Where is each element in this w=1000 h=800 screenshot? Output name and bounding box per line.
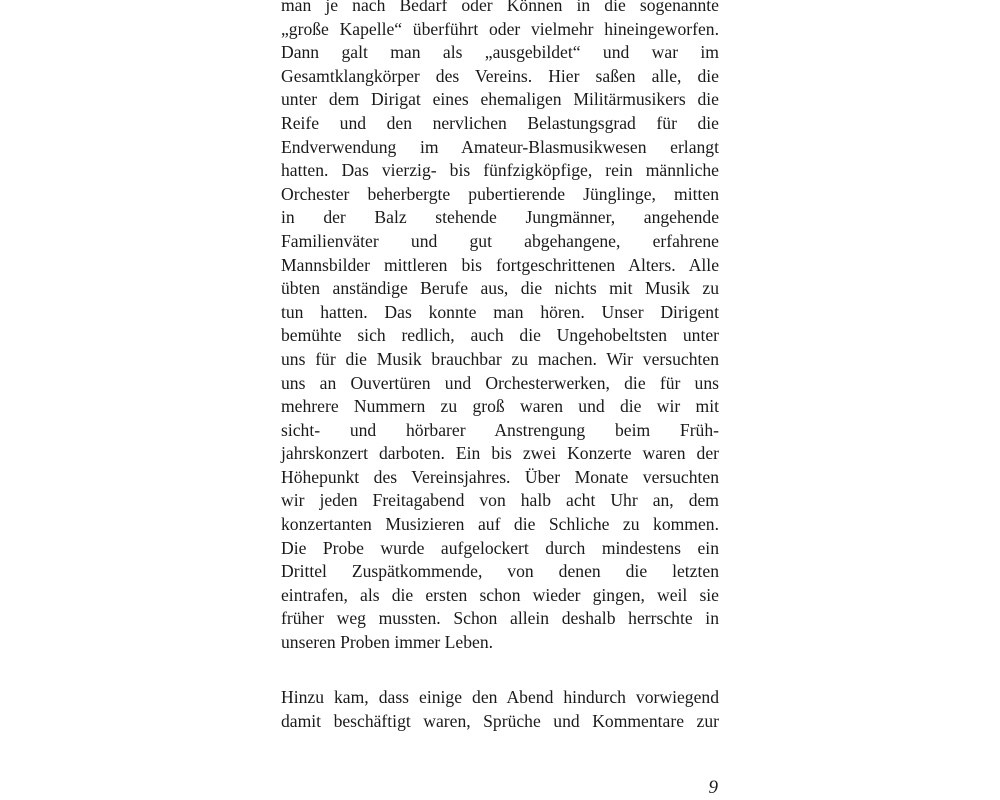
text-line: Mannsbilder mittleren bis fortgeschrittenen Alters. Alle [281,254,719,275]
text-line: uns an Ouvertüren und Orchesterwerken, die für uns [281,372,719,393]
page-number: 9 [708,777,718,798]
text-line: unseren Proben immer Leben. [281,632,494,653]
text-line: Reife und den nervlichen Belastungsgrad für die [281,112,719,133]
text-line: tun hatten. Das konnte man hören. Unser Dirigent [281,301,719,322]
text-line: übten anständige Berufe aus, die nichts mit Musik zu [281,278,719,299]
text-line: konzertanten Musizieren auf die Schliche zu kommen. [281,514,719,535]
text-line: Drittel Zuspätkommende, von denen die letzten [281,561,719,582]
text-line: mehrere Nummern zu groß waren und die wir mit [281,396,719,417]
text-line: jahrskonzert darboten. Ein bis zwei Konzerte waren der [281,443,719,464]
text-line: bemühte sich redlich, auch die Ungehobeltsten unter [281,325,719,346]
text-line: damit beschäftigt waren, Sprüche und Kommentare zur [281,710,719,731]
paragraph-2 [281,686,719,733]
text-line: früher weg mussten. Schon allein deshalb herrschte in [281,608,719,629]
text-line: Endverwendung im Amateur-Blasmusikwesen erlangt [281,136,719,157]
text-line: „große Kapelle“ überführt oder vielmehr hineingeworfen. [281,18,719,39]
text-line: Hinzu kam, dass einige den Abend hindurch vorwiegend [281,687,719,707]
text-line: in der Balz stehende Jungmänner, angehende [281,207,719,228]
text-line: wir jeden Freitagabend von halb acht Uhr an, dem [281,490,719,511]
text-line: man je nach Bedarf oder Können in die sogenannte [281,0,719,15]
text-line: Höhepunkt des Vereinsjahres. Über Monate versuchten [281,466,719,487]
text-line: sicht- und hörbarer Anstrengung beim Früh- [281,419,719,440]
text-line: eintrafen, als die ersten schon wieder gingen, weil sie [281,584,719,605]
text-line: Die Probe wurde aufgelockert durch mindestens ein [281,537,719,558]
text-line: hatten. Das vierzig- bis fünfzigköpfige, rein männliche [281,160,719,181]
text-line: Orchester beherbergte pubertierende Jünglinge, mitten [281,183,719,204]
text-line: Gesamtklangkörper des Vereins. Hier saßen alle, die [281,65,719,86]
paragraph-1 [281,0,719,655]
text-line: Familienväter und gut abgehangene, erfahrene [281,230,719,251]
text-line: unter dem Dirigat eines ehemaligen Militärmusikers die [281,89,719,110]
text-line: Dann galt man als „ausgebildet“ und war im [281,42,719,63]
text-line: uns für die Musik brauchbar zu machen. Wir versuchten [281,348,719,369]
